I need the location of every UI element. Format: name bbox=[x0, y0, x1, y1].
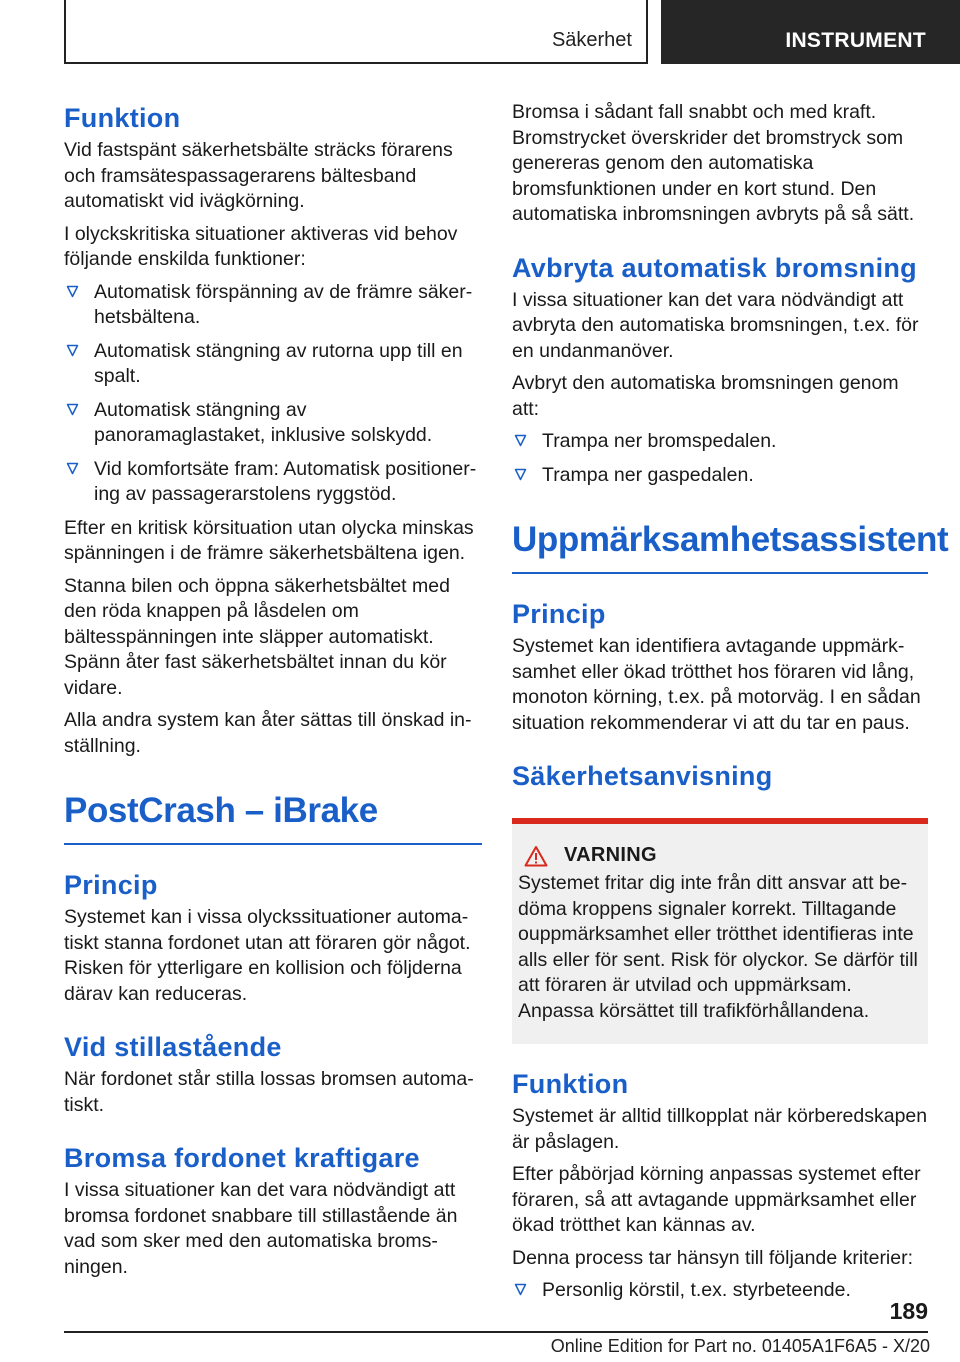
funktion-paragraph-3: Denna process tar hänsyn till följande kriterier: bbox=[512, 1246, 914, 1269]
funktion-paragraph-2: I olyckskritiska situationer aktiveras vid behov följande enskilda funktioner: bbox=[64, 222, 458, 270]
triangle-bullet-icon bbox=[514, 468, 527, 481]
avbryta-heading: Avbryta automatisk bromsning bbox=[512, 252, 917, 283]
header-section-box bbox=[64, 0, 648, 64]
avbryta-paragraph-1: I vissa situationer kan det vara nödvändigt att avbryta den automatiska bromsningen, t.ex. för en undanmanöver. bbox=[512, 288, 919, 362]
right-column bbox=[512, 100, 949, 1312]
uppmarksamhet-heading: Uppmärksamhetsassistent bbox=[512, 518, 928, 574]
funktion-heading: Funktion bbox=[512, 1069, 629, 1099]
bromsa-continued-paragraph: Bromsa i sådant fall snabbt och med kraft. Bromstrycket överskrider det bromstryck som genereras genom den automatiska bromsfunktionen under en kort stund. Den automatiska inbromsningen avbryts på så sätt. bbox=[512, 101, 915, 225]
list-item: Automatisk förspänning av de främre säkerhetsbältena. bbox=[64, 280, 482, 331]
stillastaende-heading: Vid stillastående bbox=[64, 1032, 282, 1062]
triangle-bullet-icon bbox=[514, 1283, 527, 1296]
princip-heading: Princip bbox=[512, 599, 606, 629]
postcrash-heading: PostCrash – iBrake bbox=[64, 789, 482, 845]
funktion-bullet-list bbox=[64, 280, 482, 508]
header-chapter-title: INSTRUMENT bbox=[785, 29, 926, 52]
funktion-paragraph-5: Alla andra system kan åter sättas till önskad inställning. bbox=[64, 709, 472, 757]
page-number: 189 bbox=[889, 1298, 928, 1324]
bromsa-paragraph: I vissa situationer kan det vara nödvändigt att bromsa fordonet snabbare till stillastående än vad som sker med den automatiska bromsningen. bbox=[64, 1179, 458, 1278]
funktion-paragraph-2: Efter påbörjad körning anpassas systemet efter föraren, så att avtagande uppmärksamhet eller ökad trötthet kan kännas av. bbox=[512, 1163, 921, 1236]
funktion-paragraph-3: Efter en kritisk körsituation utan olycka minskas spänningen i de främre säkerhetsbältena igen. bbox=[64, 516, 474, 564]
list-item: Trampa ner gaspedalen. bbox=[512, 463, 928, 489]
header-chapter-box bbox=[661, 0, 960, 64]
princip-paragraph: Systemet kan i vissa olyckssituationer automatiskt stanna fordonet utan att föraren gör något. Risken för ytterligare en kollision och följderna därav kan reduceras. bbox=[64, 906, 471, 1005]
sakerhetsanvisning-heading: Säkerhetsanvisning bbox=[512, 761, 773, 791]
triangle-bullet-icon bbox=[66, 462, 79, 475]
funktion-paragraph-4: Stanna bilen och öppna säkerhetsbältet med den röda knappen på låsdelen om bältesspänningen inte släpper automatiskt. Spänn åter fast säkerhetsbältet innan du kör vidare. bbox=[64, 574, 450, 699]
list-item: Personlig körstil, t.ex. styrbeteende. bbox=[512, 1278, 928, 1304]
left-column bbox=[64, 100, 482, 1287]
list-item: Trampa ner bromspedalen. bbox=[512, 429, 928, 455]
footer-edition-text: Online Edition for Part no. 01405A1F6A5 - X/20 bbox=[550, 1336, 930, 1356]
funktion-paragraph-1: Systemet är alltid tillkopplat när körberedskapen är påslagen. bbox=[512, 1105, 928, 1153]
warning-header bbox=[518, 844, 922, 867]
warning-title: VARNING bbox=[564, 844, 657, 866]
triangle-bullet-icon bbox=[514, 434, 527, 447]
footer-divider bbox=[64, 1331, 928, 1333]
header-section-title: Säkerhet bbox=[551, 29, 632, 51]
princip-heading: Princip bbox=[64, 870, 158, 900]
list-item: Automatisk stängning av panoramaglastaket, inklusive solskydd. bbox=[64, 398, 482, 449]
avbryta-bullet-list bbox=[512, 429, 928, 488]
kriterier-bullet-list bbox=[512, 1278, 928, 1304]
bromsa-heading: Bromsa fordonet kraftigare bbox=[64, 1143, 420, 1173]
stillastaende-paragraph: När fordonet står stilla lossas bromsen automatiskt. bbox=[64, 1068, 474, 1116]
warning-box bbox=[512, 818, 928, 1044]
triangle-bullet-icon bbox=[66, 403, 79, 416]
list-item: Vid komfortsäte fram: Automatisk positionering av passagerarstolens ryggstöd. bbox=[64, 457, 482, 508]
princip-paragraph: Systemet kan identifiera avtagande uppmärksamhet eller ökad trötthet hos föraren vid lång, monoton körning, t.ex. på motorväg. I en sådan situation rekommenderar vi att du tar en paus. bbox=[512, 635, 921, 734]
warning-triangle-icon bbox=[524, 845, 548, 867]
triangle-bullet-icon bbox=[66, 285, 79, 298]
warning-text: Systemet fritar dig inte från ditt ansvar att bedöma kroppens signaler korrekt. Tilltagande ouppmärksamhet eller trötthet identifieras inte alls eller för sent. Risk för olyckor. Se därför till att föraren är utvilad och uppmärksam. Anpassa körsättet till trafikförhållandena. bbox=[518, 872, 918, 1022]
funktion-paragraph-1: Vid fastspänt säkerhetsbälte sträcks förarens och framsätespassagerarens bältesband automatiskt vid ivägkörning. bbox=[64, 139, 453, 212]
list-item: Automatisk stängning av rutorna upp till en spalt. bbox=[64, 339, 482, 390]
funktion-heading: Funktion bbox=[64, 103, 181, 133]
triangle-bullet-icon bbox=[66, 344, 79, 357]
avbryta-paragraph-2: Avbryt den automatiska bromsningen genom att: bbox=[512, 372, 899, 420]
